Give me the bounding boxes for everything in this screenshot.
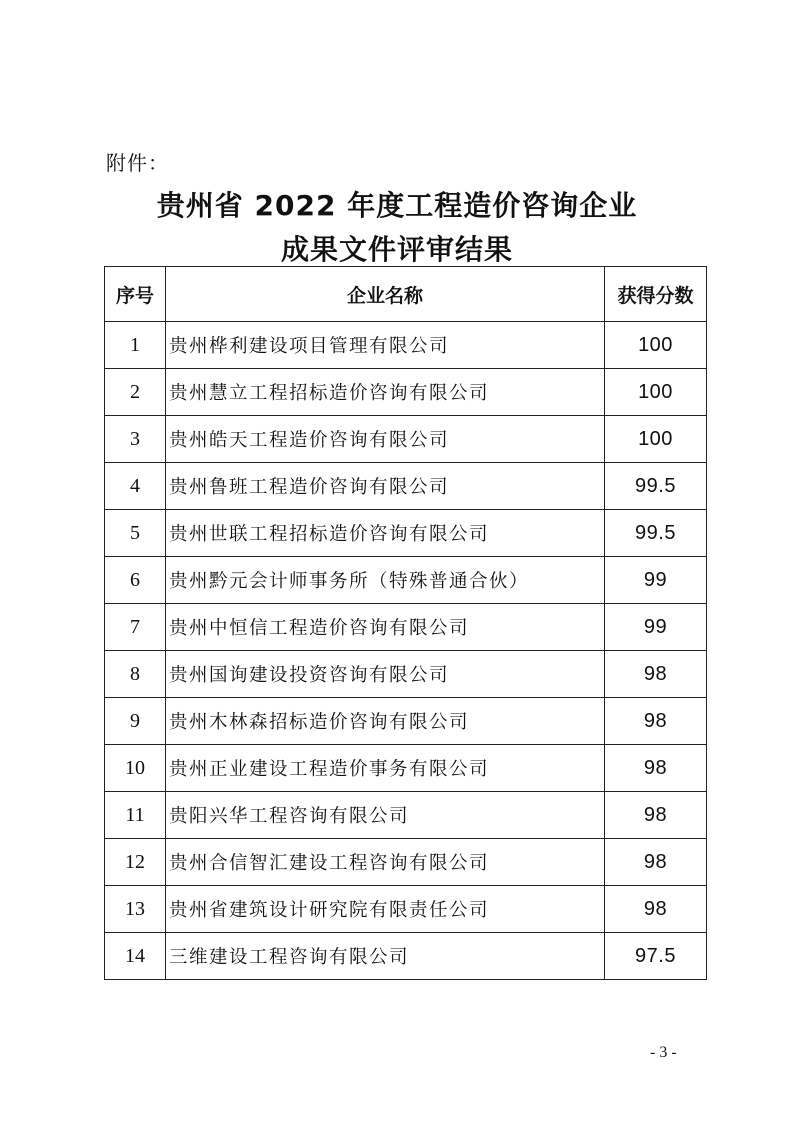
row-company-name: 贵州合信智汇建设工程咨询有限公司 [166, 839, 605, 886]
row-company-name: 贵州正业建设工程造价事务有限公司 [166, 745, 605, 792]
table-row [105, 698, 707, 745]
row-score: 98 [605, 698, 707, 745]
row-company-name: 贵州慧立工程招标造价咨询有限公司 [166, 369, 605, 416]
row-index: 4 [105, 463, 166, 510]
row-index: 5 [105, 510, 166, 557]
table-row [105, 745, 707, 792]
table-row [105, 886, 707, 933]
table-header-row [105, 267, 707, 322]
row-score: 98 [605, 839, 707, 886]
row-score: 100 [605, 416, 707, 463]
table-row [105, 322, 707, 369]
results-table [104, 266, 707, 980]
row-company-name: 贵州黔元会计师事务所（特殊普通合伙） [166, 557, 605, 604]
row-index: 6 [105, 557, 166, 604]
row-index: 10 [105, 745, 166, 792]
row-index: 2 [105, 369, 166, 416]
table-row [105, 604, 707, 651]
row-company-name: 贵州国询建设投资咨询有限公司 [166, 651, 605, 698]
row-score: 99.5 [605, 463, 707, 510]
row-company-name: 贵州鲁班工程造价咨询有限公司 [166, 463, 605, 510]
row-score: 99.5 [605, 510, 707, 557]
row-score: 100 [605, 322, 707, 369]
row-company-name: 贵阳兴华工程咨询有限公司 [166, 792, 605, 839]
row-score: 100 [605, 369, 707, 416]
row-company-name: 贵州皓天工程造价咨询有限公司 [166, 416, 605, 463]
row-index: 13 [105, 886, 166, 933]
row-score: 98 [605, 745, 707, 792]
table-row [105, 463, 707, 510]
row-score: 99 [605, 557, 707, 604]
row-score: 99 [605, 604, 707, 651]
row-index: 11 [105, 792, 166, 839]
row-company-name: 贵州木林森招标造价咨询有限公司 [166, 698, 605, 745]
document-title-line-2: 成果文件评审结果 [280, 233, 513, 266]
table-row [105, 557, 707, 604]
row-company-name: 贵州世联工程招标造价咨询有限公司 [166, 510, 605, 557]
row-index: 14 [105, 933, 166, 980]
row-score: 98 [605, 792, 707, 839]
document-title-line-1: 贵州省 2022 年度工程造价咨询企业 [156, 189, 638, 222]
row-index: 9 [105, 698, 166, 745]
row-index: 3 [105, 416, 166, 463]
attachment-label: 附件： [106, 151, 169, 175]
row-company-name: 贵州桦利建设项目管理有限公司 [166, 322, 605, 369]
table-row [105, 839, 707, 886]
row-index: 7 [105, 604, 166, 651]
row-index: 1 [105, 322, 166, 369]
table-row [105, 933, 707, 980]
row-index: 8 [105, 651, 166, 698]
header-index: 序号 [105, 267, 166, 322]
table-row [105, 416, 707, 463]
table-row [105, 369, 707, 416]
row-company-name: 贵州中恒信工程造价咨询有限公司 [166, 604, 605, 651]
header-score: 获得分数 [605, 267, 707, 322]
row-score: 98 [605, 886, 707, 933]
table-row [105, 510, 707, 557]
table-row [105, 792, 707, 839]
row-company-name: 三维建设工程咨询有限公司 [166, 933, 605, 980]
page-number: - 3 - [650, 1044, 677, 1061]
header-company-name: 企业名称 [166, 267, 605, 322]
table-row [105, 651, 707, 698]
row-score: 98 [605, 651, 707, 698]
row-score: 97.5 [605, 933, 707, 980]
row-index: 12 [105, 839, 166, 886]
row-company-name: 贵州省建筑设计研究院有限责任公司 [166, 886, 605, 933]
